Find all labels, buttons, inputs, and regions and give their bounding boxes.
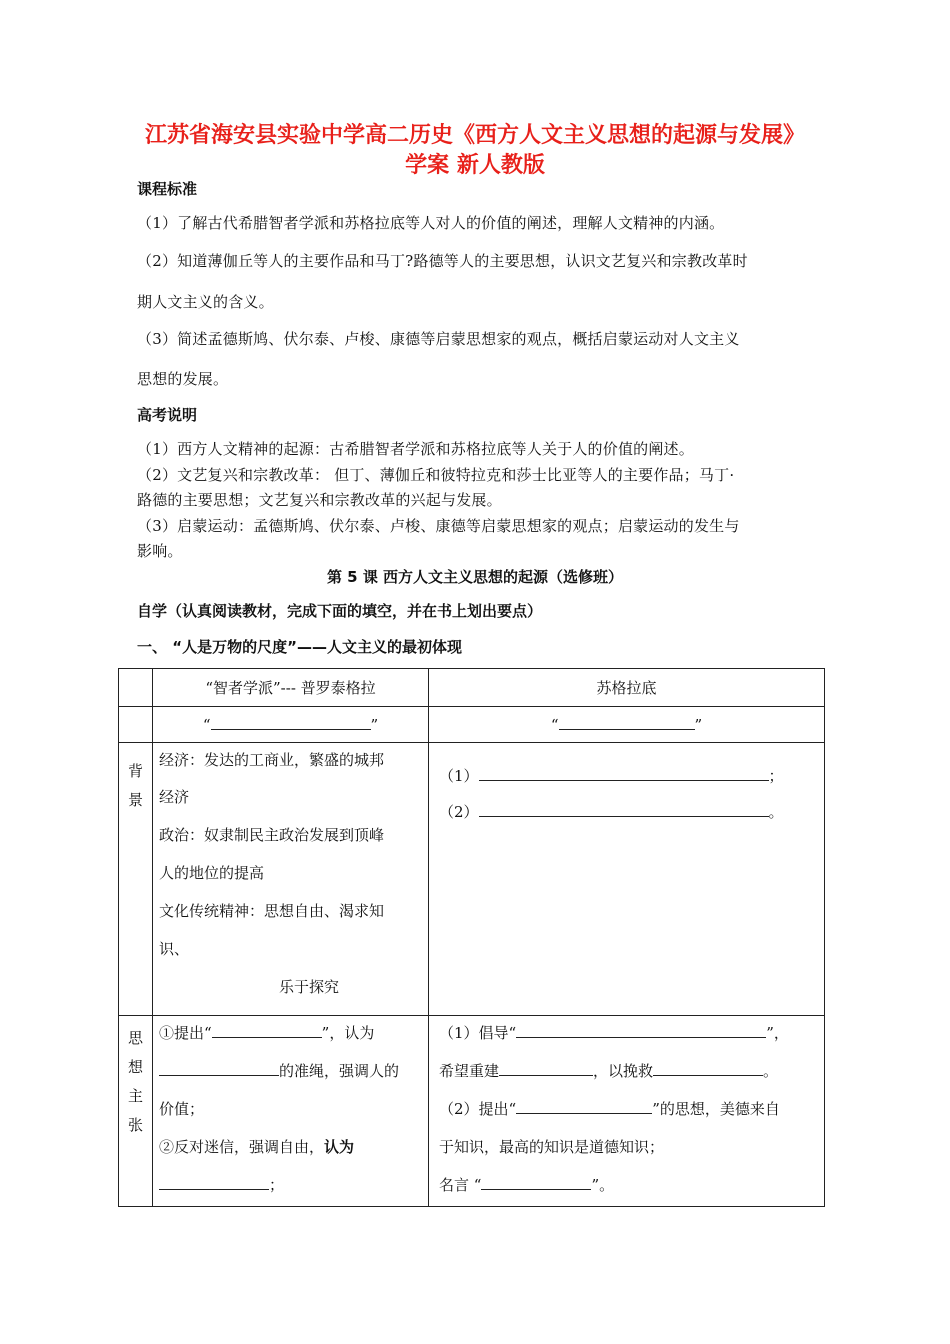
item-number: （1） xyxy=(439,767,479,785)
text: ”的思想，美德来自 xyxy=(652,1100,780,1118)
exam-item-2: （2）文艺复兴和宗教改革： 但丁、薄伽丘和彼特拉克和莎士比亚等人的主要作品；马丁· xyxy=(137,466,735,484)
sophists-background-cell xyxy=(153,743,429,1016)
blank-line[interactable] xyxy=(516,1099,652,1114)
bg-line: 经济：发达的工商业，繁盛的城邦 xyxy=(159,751,385,769)
curriculum-item-3-cont: 思想的发展。 xyxy=(137,370,229,388)
text: 的准绳，强调人的 xyxy=(279,1062,400,1080)
quote-open: “ xyxy=(550,716,559,734)
table-label-cell-empty xyxy=(119,707,153,743)
socrates-thought-cell xyxy=(429,1016,825,1207)
text-bold: 认为 xyxy=(324,1138,355,1156)
text: ”。 xyxy=(591,1176,615,1194)
blank-line[interactable] xyxy=(481,1175,591,1190)
document-title-line1: 江苏省海安县实验中学高二历史《西方人文主义思想的起源与发展》 xyxy=(144,123,805,148)
blank-line[interactable] xyxy=(159,1061,279,1076)
thought-line[interactable] xyxy=(159,1174,284,1195)
sophists-slogan-blank[interactable] xyxy=(153,707,429,743)
thought-line[interactable] xyxy=(439,1098,780,1119)
thought-label: 思想主张 xyxy=(126,1030,144,1146)
section-heading: 一、 “人是万物的尺度”——人文主义的最初体现 xyxy=(137,638,462,656)
text: 。 xyxy=(763,1062,779,1080)
blank-line[interactable] xyxy=(559,715,695,730)
exam-heading: 高考说明 xyxy=(137,406,198,424)
thought-line xyxy=(159,1136,354,1157)
quote-open: “ xyxy=(202,716,211,734)
background-label: 背景 xyxy=(126,763,144,821)
text: ”， xyxy=(766,1024,789,1042)
thought-label-cell xyxy=(119,1016,153,1207)
curriculum-item-3: （3）简述孟德斯鸠、伏尔泰、卢梭、康德等启蒙思想家的观点，概括启蒙运动对人文主义 xyxy=(137,330,740,348)
bg-right-item-1[interactable] xyxy=(439,765,784,786)
item-number: （2） xyxy=(439,803,479,821)
sophists-header: “智者学派”--- 普罗泰格拉 xyxy=(153,669,429,707)
text: ②反对迷信，强调自由， xyxy=(159,1138,325,1156)
curriculum-heading: 课程标准 xyxy=(137,180,198,198)
punctuation: 。 xyxy=(768,803,784,821)
self-study-heading: 自学（认真阅读教材，完成下面的填空，并在书上划出要点） xyxy=(137,602,543,620)
punctuation: ； xyxy=(768,767,784,785)
blank-line[interactable] xyxy=(159,1175,269,1190)
blank-line[interactable] xyxy=(211,715,371,730)
thought-line[interactable] xyxy=(159,1060,399,1081)
text: （2）提出“ xyxy=(439,1100,517,1118)
table-corner-cell xyxy=(119,669,153,707)
text: ； xyxy=(269,1176,285,1194)
text: （1）倡导“ xyxy=(439,1024,517,1042)
blank-line[interactable] xyxy=(479,766,769,781)
thought-line: 价值； xyxy=(159,1100,205,1118)
thought-line[interactable] xyxy=(159,1022,374,1043)
curriculum-item-2-cont: 期人文主义的含义。 xyxy=(137,293,274,311)
blank-line[interactable] xyxy=(212,1023,322,1038)
bg-line: 文化传统精神：思想自由、渴求知 xyxy=(159,902,385,920)
exam-item-3-cont: 影响。 xyxy=(137,542,183,560)
bg-line: 政治：奴隶制民主政治发展到顶峰 xyxy=(159,826,385,844)
thought-line[interactable] xyxy=(439,1022,789,1043)
document-title-line2: 学案 新人教版 xyxy=(405,153,545,178)
bg-line: 人的地位的提高 xyxy=(159,864,265,882)
quote-close: ” xyxy=(694,716,703,734)
blank-line[interactable] xyxy=(516,1023,766,1038)
socrates-header: 苏格拉底 xyxy=(429,669,825,707)
text: ”，认为 xyxy=(321,1024,375,1042)
blank-line[interactable] xyxy=(479,802,769,817)
thought-line[interactable] xyxy=(439,1174,614,1195)
bg-line: 经济 xyxy=(159,788,190,806)
text: 希望重建 xyxy=(439,1062,500,1080)
text: ，以挽救 xyxy=(593,1062,654,1080)
thought-line[interactable] xyxy=(439,1060,778,1081)
socrates-background-cell xyxy=(429,743,825,1016)
exam-item-1: （1）西方人文精神的起源：古希腊智者学派和苏格拉底等人关于人的价值的阐述。 xyxy=(137,440,694,458)
bg-line: 乐于探究 xyxy=(279,978,340,996)
curriculum-item-2: （2）知道薄伽丘等人的主要作品和马丁?路德等人的主要思想，认识文艺复兴和宗教改革时 xyxy=(137,252,748,270)
comparison-table xyxy=(118,668,825,1207)
quote-close: ” xyxy=(370,716,379,734)
bg-line: 识、 xyxy=(159,940,190,958)
thought-line: 于知识，最高的知识是道德知识； xyxy=(439,1138,665,1156)
bg-right-item-2[interactable] xyxy=(439,801,784,822)
curriculum-item-1: （1）了解古代希腊智者学派和苏格拉底等人对人的价值的阐述，理解人文精神的内涵。 xyxy=(137,214,725,232)
background-label-cell xyxy=(119,743,153,1016)
exam-item-2-cont: 路德的主要思想；文艺复兴和宗教改革的兴起与发展。 xyxy=(137,491,502,509)
blank-line[interactable] xyxy=(653,1061,763,1076)
socrates-slogan-blank[interactable] xyxy=(429,707,825,743)
blank-line[interactable] xyxy=(499,1061,593,1076)
text: ①提出“ xyxy=(159,1024,212,1042)
text: 名言 “ xyxy=(439,1176,482,1194)
lesson-title: 第 5 课 西方人文主义思想的起源（选修班） xyxy=(326,568,624,586)
sophists-thought-cell xyxy=(153,1016,429,1207)
exam-item-3: （3）启蒙运动：孟德斯鸠、伏尔泰、卢梭、康德等启蒙思想家的观点；启蒙运动的发生与 xyxy=(137,517,740,535)
